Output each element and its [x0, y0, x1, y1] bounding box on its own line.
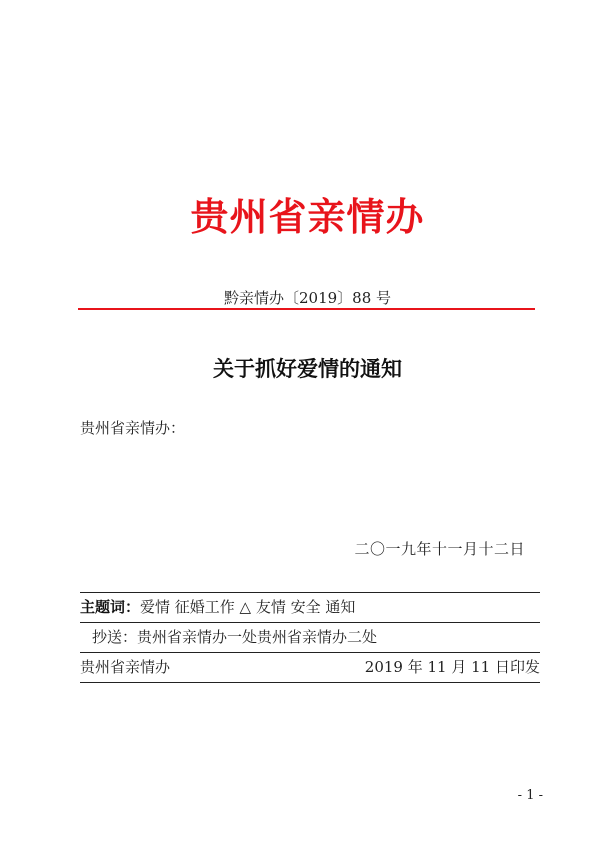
- addressee: 贵州省亲情办：: [80, 419, 186, 437]
- footer-rule-bottom: [80, 682, 540, 683]
- page-number: - 1 -: [517, 788, 543, 803]
- issuer-name: 贵州省亲情办: [80, 658, 171, 676]
- issuer-row: [80, 653, 540, 682]
- signature-date: 二〇一九年十一月十二日: [354, 540, 525, 558]
- issuing-organization-header: 贵州省亲情办: [190, 194, 425, 239]
- red-separator-line: [78, 308, 535, 310]
- cc-row: 抄送：贵州省亲情办一处贵州省亲情办二处: [92, 628, 378, 646]
- keywords-row: [80, 593, 540, 622]
- keywords-text: 爱情 征婚工作 △ 友情 安全 通知: [140, 598, 356, 616]
- document-number: 黔亲情办〔2019〕88 号: [223, 289, 392, 307]
- keywords-label: 主题词：: [80, 598, 141, 616]
- document-footer: [80, 592, 540, 683]
- issue-date: 2019 年 11 月 11 日印发: [364, 658, 540, 676]
- document-title: 关于抓好爱情的通知: [213, 356, 402, 381]
